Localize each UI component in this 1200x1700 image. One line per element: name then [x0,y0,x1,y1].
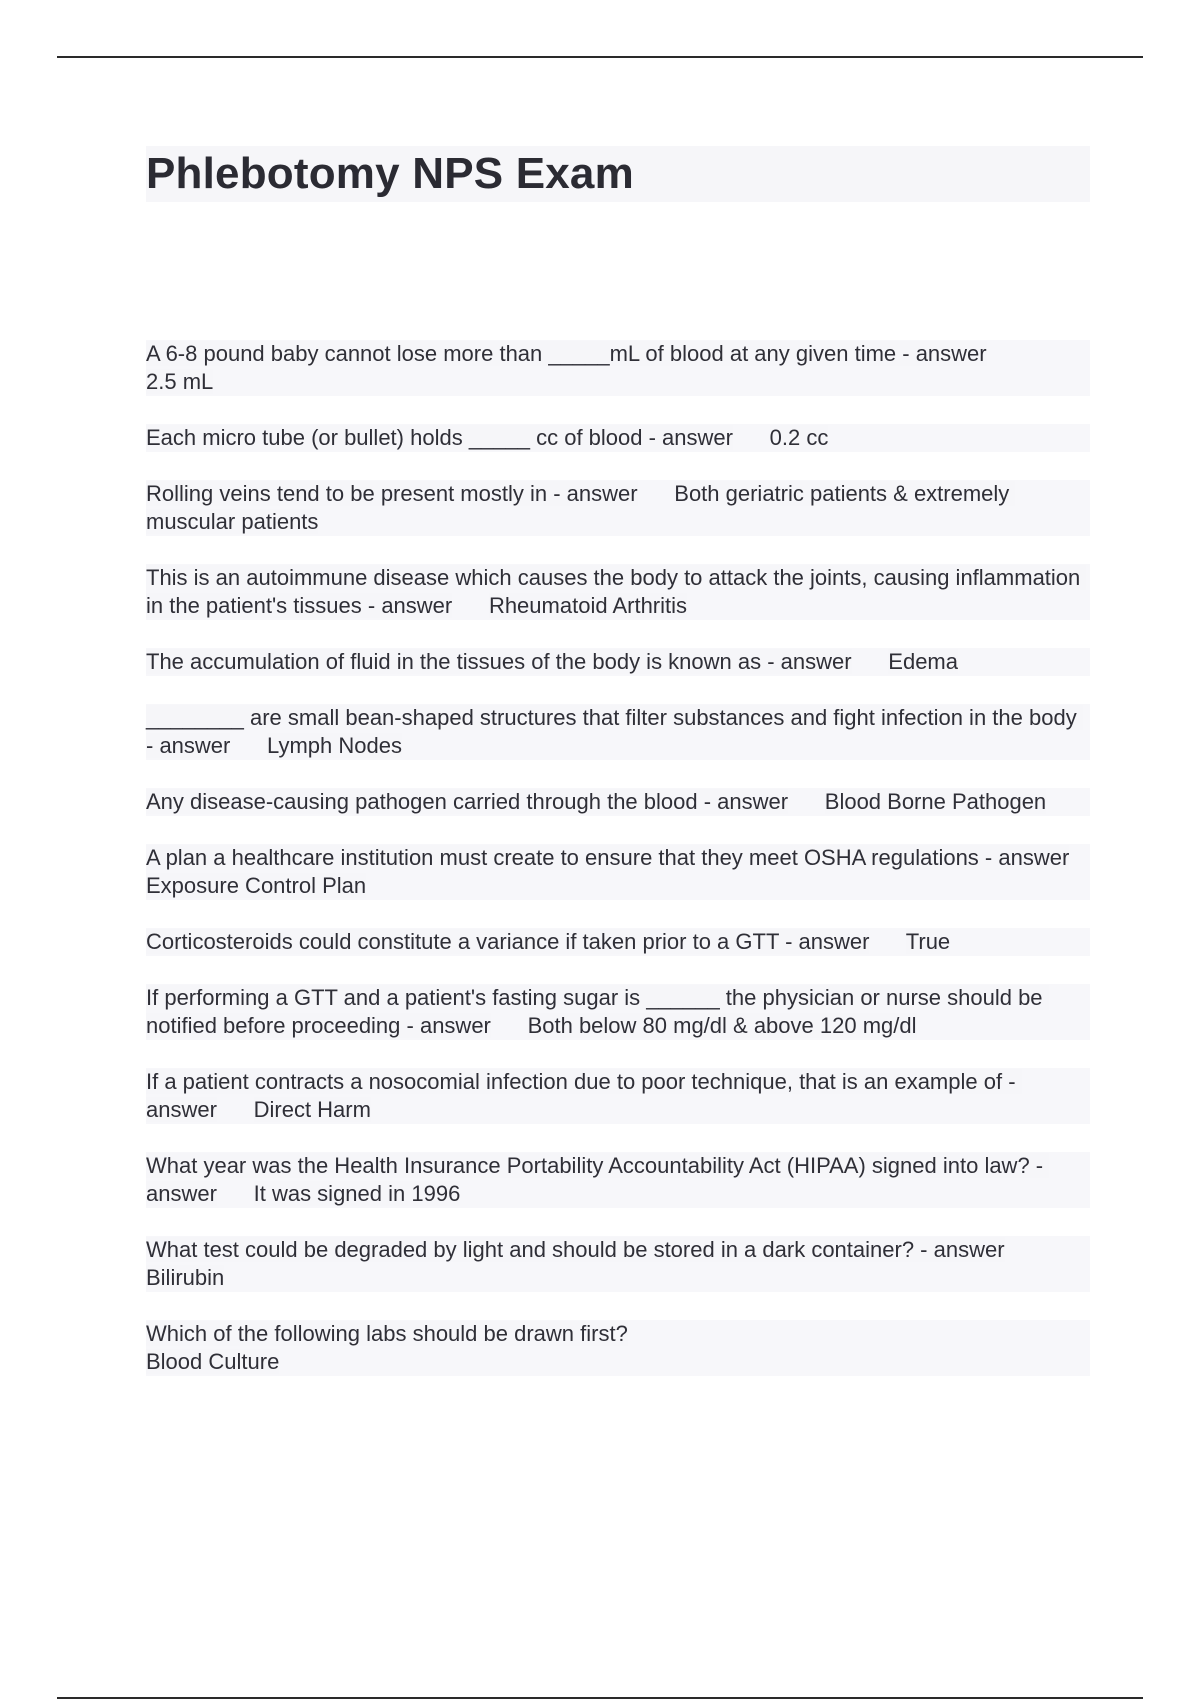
question-text: If performing a GTT and a patient's fasting sugar is ______ the physician or nurse should be notified before proceeding - answer [146,985,1049,1038]
answer-text: True [905,929,951,954]
answer-text: Blood Borne Pathogen [824,789,1047,814]
question-text: Any disease-causing pathogen carried through the blood - answer [146,789,789,814]
qa-item [146,788,1090,816]
answer-text: Blood Culture [146,1349,280,1374]
qa-item [146,564,1090,620]
answer-text: Both geriatric patients & extremely muscular patients [146,481,1016,534]
answer-text: Bilirubin [146,1265,225,1290]
question-text: A 6-8 pound baby cannot lose more than _____mL of blood at any given time - answer [146,341,987,366]
qa-item [146,984,1090,1040]
answer-text: Lymph Nodes [267,733,402,758]
answer-text: Exposure Control Plan [146,873,367,898]
question-text: What test could be degraded by light and should be stored in a dark container? - answer [146,1237,1005,1262]
question-text: ________ are small bean-shaped structures that filter substances and fight infection in the body - answer [146,705,1083,758]
document-body [146,146,1090,1404]
question-text: Rolling veins tend to be present mostly in - answer [146,481,638,506]
answer-text: It was signed in 1996 [253,1181,461,1206]
qa-item [146,928,1090,956]
qa-item [146,1152,1090,1208]
question-text: If a patient contracts a nosocomial infection due to poor technique, that is an example of - answer [146,1069,1022,1122]
qa-item [146,1236,1090,1292]
question-text: The accumulation of fluid in the tissues of the body is known as - answer [146,649,852,674]
title-block [146,146,1090,202]
qa-item [146,424,1090,452]
page-title: Phlebotomy NPS Exam [146,149,634,198]
qa-item [146,340,1090,396]
answer-text: Edema [888,649,958,674]
qa-item [146,480,1090,536]
answer-text: Direct Harm [253,1097,371,1122]
qa-item [146,844,1090,900]
answer-text: Both below 80 mg/dl & above 120 mg/dl [527,1013,917,1038]
qa-item [146,704,1090,760]
answer-text: Rheumatoid Arthritis [488,593,688,618]
bottom-rule [57,1697,1143,1699]
question-text: A plan a healthcare institution must create to ensure that they meet OSHA regulations - answer [146,845,1070,870]
qa-list [146,340,1090,1376]
qa-item [146,1320,1090,1376]
answer-text: 0.2 cc [769,425,829,450]
question-text: What year was the Health Insurance Portability Accountability Act (HIPAA) signed into law? - answer [146,1153,1050,1206]
qa-item [146,1068,1090,1124]
question-text: Corticosteroids could constitute a variance if taken prior to a GTT - answer [146,929,870,954]
question-text: Each micro tube (or bullet) holds _____ cc of blood - answer [146,425,733,450]
qa-item [146,648,1090,676]
question-text: This is an autoimmune disease which causes the body to attack the joints, causing inflammation in the patient's tissues - answer [146,565,1087,618]
answer-text: 2.5 mL [146,369,214,394]
top-rule [57,56,1143,58]
question-text: Which of the following labs should be drawn first? [146,1321,628,1346]
